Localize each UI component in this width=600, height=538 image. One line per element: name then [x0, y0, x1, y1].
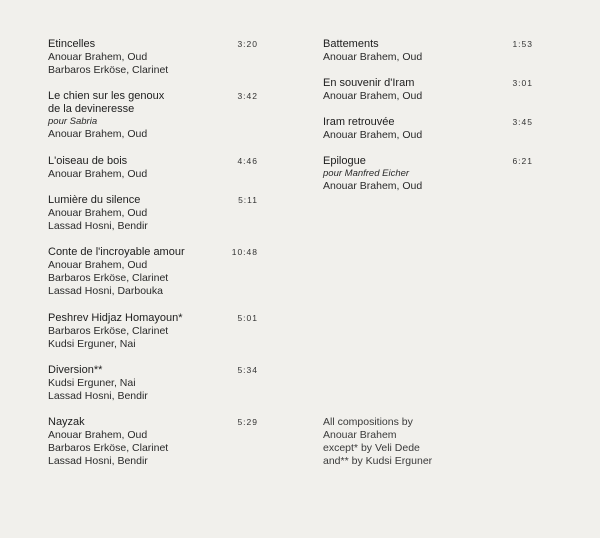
track-duration: 5:34 — [237, 365, 258, 375]
dedication: pour Manfred Eicher — [323, 168, 410, 179]
track-le-chien — [48, 90, 258, 141]
track-duration: 5:29 — [237, 417, 258, 427]
performer: Anouar Brahem, Oud — [48, 128, 148, 140]
track-title: Conte de l'incroyable amour — [48, 246, 185, 258]
performer: Barbaros Erköse, Clarinet — [48, 272, 169, 284]
track-etincelles — [48, 38, 258, 77]
performer: Lassad Hosni, Bendir — [48, 220, 148, 232]
track-title: Diversion** — [48, 364, 103, 376]
track-title: Epilogue — [323, 155, 366, 167]
track-duration: 3:20 — [237, 39, 258, 49]
performer: Anouar Brahem, Oud — [323, 90, 423, 102]
credits-line: and** by Kudsi Erguner — [323, 455, 433, 467]
track-duration: 6:21 — [512, 156, 533, 166]
track-iram-retrouvee — [323, 116, 533, 142]
track-duration: 4:46 — [237, 156, 258, 166]
performer: Anouar Brahem, Oud — [48, 259, 148, 271]
track-duration: 1:53 — [512, 39, 533, 49]
performer: Anouar Brahem, Oud — [323, 51, 423, 63]
credits-line: except* by Veli Dede — [323, 442, 420, 454]
track-title-line-2: de la devineresse — [48, 103, 135, 115]
performer: Anouar Brahem, Oud — [48, 207, 148, 219]
performer: Barbaros Erköse, Clarinet — [48, 442, 169, 454]
track-duration: 3:01 — [512, 78, 533, 88]
track-title: L'oiseau de bois — [48, 155, 128, 167]
track-title: Battements — [323, 38, 379, 50]
track-title: Lumière du silence — [48, 194, 141, 206]
performer: Barbaros Erköse, Clarinet — [48, 64, 169, 76]
performer: Barbaros Erköse, Clarinet — [48, 325, 169, 337]
track-lumiere-du-silence — [48, 194, 258, 233]
credits-line: All compositions by — [323, 416, 413, 428]
track-epilogue — [323, 155, 533, 193]
track-en-souvenir — [323, 77, 533, 103]
performer: Anouar Brahem, Oud — [48, 429, 148, 441]
performer: Anouar Brahem, Oud — [323, 180, 423, 192]
track-title: Le chien sur les genoux — [48, 90, 165, 102]
performer: Anouar Brahem, Oud — [48, 51, 148, 63]
credits-line: Anouar Brahem — [323, 429, 397, 441]
track-loiseau-de-bois — [48, 155, 258, 181]
dedication: pour Sabria — [48, 116, 98, 127]
track-duration: 10:48 — [231, 247, 258, 257]
track-duration: 3:42 — [237, 91, 258, 101]
track-title: Nayzak — [48, 416, 85, 428]
performer: Anouar Brahem, Oud — [323, 129, 423, 141]
track-title: Iram retrouvée — [323, 116, 395, 128]
track-duration: 5:01 — [237, 313, 258, 323]
performer: Kudsi Erguner, Nai — [48, 377, 136, 389]
track-title: En souvenir d'Iram — [323, 77, 415, 89]
track-battements — [323, 38, 533, 64]
performer: Kudsi Erguner, Nai — [48, 338, 136, 350]
performer: Anouar Brahem, Oud — [48, 168, 148, 180]
track-diversion — [48, 364, 258, 403]
performer: Lassad Hosni, Bendir — [48, 455, 148, 467]
composition-credits — [323, 416, 523, 468]
track-title: Peshrev Hidjaz Homayoun* — [48, 312, 183, 324]
track-title: Etincelles — [48, 38, 96, 50]
track-duration: 5:11 — [238, 195, 258, 205]
track-nayzak — [48, 416, 258, 468]
performer: Lassad Hosni, Bendir — [48, 390, 148, 402]
performer: Lassad Hosni, Darbouka — [48, 285, 163, 297]
track-peshrev — [48, 312, 258, 351]
track-duration: 3:45 — [512, 117, 533, 127]
track-conte — [48, 246, 258, 298]
